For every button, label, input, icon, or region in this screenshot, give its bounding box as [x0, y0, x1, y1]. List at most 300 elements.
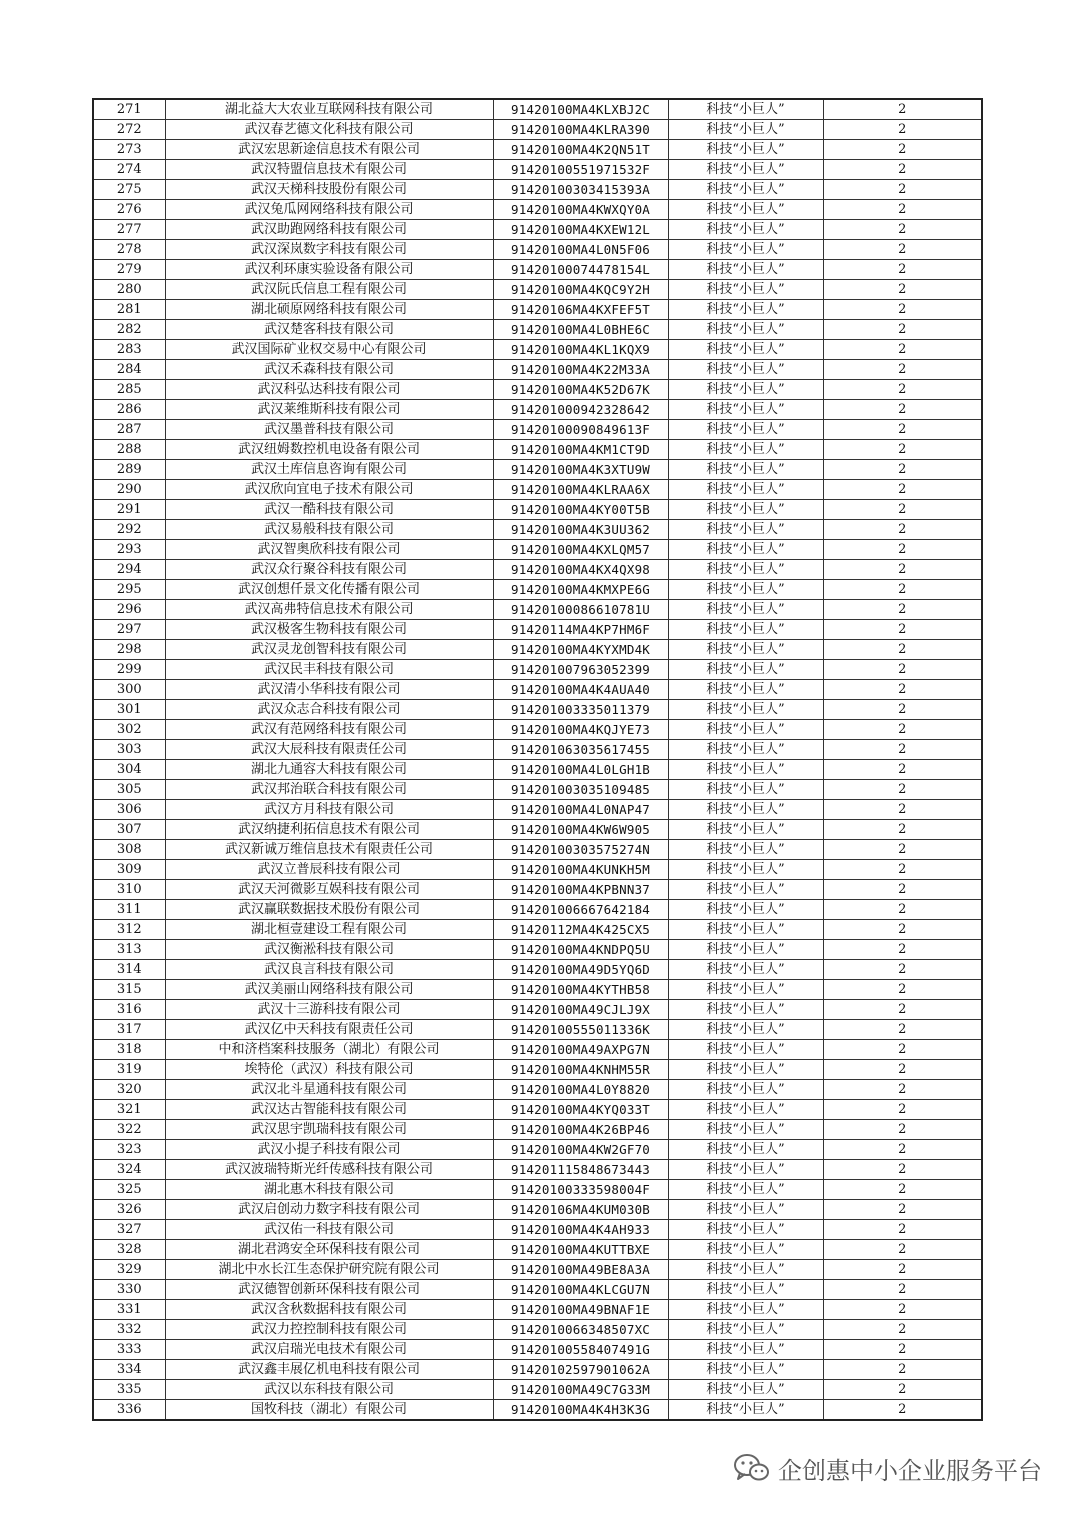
table-row: [93, 1020, 982, 1040]
category-cell: 科技“小巨人”: [668, 1200, 823, 1220]
table-row: [93, 1100, 982, 1120]
batch-cell: 2: [823, 640, 982, 660]
table-row: [93, 240, 982, 260]
company-name-cell: 武汉极客生物科技有限公司: [165, 620, 493, 640]
row-number-cell: 309: [93, 860, 165, 880]
credit-code-cell: 91420100MA4KNHM55R: [493, 1060, 668, 1080]
credit-code-cell: 91420100MA4KLXBJ2C: [493, 99, 668, 120]
table-row: [93, 800, 982, 820]
row-number-cell: 327: [93, 1220, 165, 1240]
batch-cell: 2: [823, 200, 982, 220]
category-cell: 科技“小巨人”: [668, 1280, 823, 1300]
batch-cell: 2: [823, 1380, 982, 1400]
row-number-cell: 289: [93, 460, 165, 480]
batch-cell: 2: [823, 140, 982, 160]
table-row: [93, 99, 982, 120]
company-name-cell: 武汉方月科技有限公司: [165, 800, 493, 820]
batch-cell: 2: [823, 340, 982, 360]
table-row: [93, 580, 982, 600]
category-cell: 科技“小巨人”: [668, 1260, 823, 1280]
credit-code-cell: 914201000942328642: [493, 400, 668, 420]
batch-cell: 2: [823, 1200, 982, 1220]
company-name-cell: 武汉北斗星通科技有限公司: [165, 1080, 493, 1100]
credit-code-cell: 91420106MA4KUM030B: [493, 1200, 668, 1220]
credit-code-cell: 91420100303575274N: [493, 840, 668, 860]
company-name-cell: 武汉启瑞光电技术有限公司: [165, 1340, 493, 1360]
category-cell: 科技“小巨人”: [668, 820, 823, 840]
table-row: [93, 1360, 982, 1380]
batch-cell: 2: [823, 940, 982, 960]
company-name-cell: 武汉佑一科技有限公司: [165, 1220, 493, 1240]
company-name-cell: 武汉纽姆数控机电设备有限公司: [165, 440, 493, 460]
row-number-cell: 305: [93, 780, 165, 800]
batch-cell: 2: [823, 740, 982, 760]
table-row: [93, 360, 982, 380]
company-name-cell: 武汉天河微影互娱科技有限公司: [165, 880, 493, 900]
row-number-cell: 304: [93, 760, 165, 780]
batch-cell: 2: [823, 1220, 982, 1240]
batch-cell: 2: [823, 1300, 982, 1320]
credit-code-cell: 91420100MA49BNAF1E: [493, 1300, 668, 1320]
category-cell: 科技“小巨人”: [668, 900, 823, 920]
batch-cell: 2: [823, 460, 982, 480]
category-cell: 科技“小巨人”: [668, 840, 823, 860]
batch-cell: 2: [823, 1400, 982, 1421]
row-number-cell: 331: [93, 1300, 165, 1320]
credit-code-cell: 91420100MA4KQC9Y2H: [493, 280, 668, 300]
company-name-cell: 武汉力控控制科技有限公司: [165, 1320, 493, 1340]
company-name-cell: 湖北中水长江生态保护研究院有限公司: [165, 1260, 493, 1280]
batch-cell: 2: [823, 1000, 982, 1020]
credit-code-cell: 914201006667642184: [493, 900, 668, 920]
category-cell: 科技“小巨人”: [668, 520, 823, 540]
table-row: [93, 1180, 982, 1200]
row-number-cell: 312: [93, 920, 165, 940]
credit-code-cell: 91420100MA4L0Y8820: [493, 1080, 668, 1100]
company-name-cell: 武汉土库信息咨询有限公司: [165, 460, 493, 480]
table-row: [93, 200, 982, 220]
credit-code-cell: 91420100MA4KNDPQ5U: [493, 940, 668, 960]
table-row: [93, 1240, 982, 1260]
table-row: [93, 320, 982, 340]
category-cell: 科技“小巨人”: [668, 640, 823, 660]
category-cell: 科技“小巨人”: [668, 580, 823, 600]
batch-cell: 2: [823, 960, 982, 980]
company-name-cell: 武汉清小华科技有限公司: [165, 680, 493, 700]
table-row: [93, 440, 982, 460]
table-row: [93, 460, 982, 480]
table-row: [93, 1280, 982, 1300]
table-row: [93, 300, 982, 320]
row-number-cell: 308: [93, 840, 165, 860]
company-name-cell: 武汉兔瓜网网络科技有限公司: [165, 200, 493, 220]
credit-code-cell: 91420100MA4KY00T5B: [493, 500, 668, 520]
row-number-cell: 300: [93, 680, 165, 700]
table-row: [93, 1220, 982, 1240]
category-cell: 科技“小巨人”: [668, 1300, 823, 1320]
batch-cell: 2: [823, 820, 982, 840]
table-row: [93, 1140, 982, 1160]
company-name-cell: 湖北硕原网络科技有限公司: [165, 300, 493, 320]
table-row: [93, 980, 982, 1000]
category-cell: 科技“小巨人”: [668, 180, 823, 200]
row-number-cell: 334: [93, 1360, 165, 1380]
credit-code-cell: 91420100MA4K4AH933: [493, 1220, 668, 1240]
table-row: [93, 1300, 982, 1320]
company-name-cell: 武汉莱维斯科技有限公司: [165, 400, 493, 420]
row-number-cell: 278: [93, 240, 165, 260]
row-number-cell: 314: [93, 960, 165, 980]
table-row: [93, 480, 982, 500]
company-name-cell: 武汉特盟信息技术有限公司: [165, 160, 493, 180]
category-cell: 科技“小巨人”: [668, 280, 823, 300]
company-name-cell: 武汉十三游科技有限公司: [165, 1000, 493, 1020]
batch-cell: 2: [823, 380, 982, 400]
batch-cell: 2: [823, 1020, 982, 1040]
company-name-cell: 武汉启创动力数字科技有限公司: [165, 1200, 493, 1220]
batch-cell: 2: [823, 440, 982, 460]
batch-cell: 2: [823, 1140, 982, 1160]
company-name-cell: 武汉创想仟景文化传播有限公司: [165, 580, 493, 600]
batch-cell: 2: [823, 860, 982, 880]
table-row: [93, 1160, 982, 1180]
category-cell: 科技“小巨人”: [668, 1080, 823, 1100]
batch-cell: 2: [823, 1260, 982, 1280]
credit-code-cell: 91420100074478154L: [493, 260, 668, 280]
category-cell: 科技“小巨人”: [668, 600, 823, 620]
category-cell: 科技“小巨人”: [668, 1040, 823, 1060]
category-cell: 科技“小巨人”: [668, 440, 823, 460]
credit-code-cell: 91420100MA4KM1CT9D: [493, 440, 668, 460]
category-cell: 科技“小巨人”: [668, 220, 823, 240]
row-number-cell: 302: [93, 720, 165, 740]
credit-code-cell: 91420100MA4KPBNN37: [493, 880, 668, 900]
table-row: [93, 960, 982, 980]
row-number-cell: 317: [93, 1020, 165, 1040]
category-cell: 科技“小巨人”: [668, 880, 823, 900]
company-name-cell: 武汉灵龙创智科技有限公司: [165, 640, 493, 660]
company-name-cell: 武汉小提子科技有限公司: [165, 1140, 493, 1160]
company-name-cell: 湖北九通容大科技有限公司: [165, 760, 493, 780]
category-cell: 科技“小巨人”: [668, 660, 823, 680]
credit-code-cell: 91420102597901062A: [493, 1360, 668, 1380]
credit-code-cell: 914201063035617455: [493, 740, 668, 760]
row-number-cell: 274: [93, 160, 165, 180]
credit-code-cell: 91420100MA49BE8A3A: [493, 1260, 668, 1280]
category-cell: 科技“小巨人”: [668, 1180, 823, 1200]
credit-code-cell: 91420100555011336K: [493, 1020, 668, 1040]
company-name-cell: 武汉天梯科技股份有限公司: [165, 180, 493, 200]
category-cell: 科技“小巨人”: [668, 740, 823, 760]
batch-cell: 2: [823, 540, 982, 560]
table-row: [93, 680, 982, 700]
category-cell: 科技“小巨人”: [668, 340, 823, 360]
category-cell: 科技“小巨人”: [668, 420, 823, 440]
company-name-cell: 武汉纳捷利拓信息技术有限公司: [165, 820, 493, 840]
category-cell: 科技“小巨人”: [668, 240, 823, 260]
row-number-cell: 316: [93, 1000, 165, 1020]
row-number-cell: 313: [93, 940, 165, 960]
category-cell: 科技“小巨人”: [668, 1220, 823, 1240]
credit-code-cell: 914201115848673443: [493, 1160, 668, 1180]
batch-cell: 2: [823, 1320, 982, 1340]
row-number-cell: 320: [93, 1080, 165, 1100]
company-name-cell: 武汉赢联数据技术股份有限公司: [165, 900, 493, 920]
row-number-cell: 299: [93, 660, 165, 680]
batch-cell: 2: [823, 1080, 982, 1100]
batch-cell: 2: [823, 180, 982, 200]
table-row: [93, 1400, 982, 1421]
company-name-cell: 武汉含秋数据科技有限公司: [165, 1300, 493, 1320]
table-row: [93, 760, 982, 780]
credit-code-cell: 91420100MA4KYTHB58: [493, 980, 668, 1000]
table-row: [93, 1080, 982, 1100]
row-number-cell: 283: [93, 340, 165, 360]
batch-cell: 2: [823, 500, 982, 520]
company-name-cell: 武汉新诚万维信息技术有限责任公司: [165, 840, 493, 860]
credit-code-cell: 91420100MA4KUTTBXE: [493, 1240, 668, 1260]
credit-code-cell: 91420100MA4L0NAP47: [493, 800, 668, 820]
batch-cell: 2: [823, 660, 982, 680]
credit-code-cell: 91420100MA4KL1KQX9: [493, 340, 668, 360]
row-number-cell: 319: [93, 1060, 165, 1080]
row-number-cell: 286: [93, 400, 165, 420]
row-number-cell: 280: [93, 280, 165, 300]
row-number-cell: 277: [93, 220, 165, 240]
credit-code-cell: 91420100MA4K3XTU9W: [493, 460, 668, 480]
row-number-cell: 311: [93, 900, 165, 920]
batch-cell: 2: [823, 1120, 982, 1140]
table-row: [93, 280, 982, 300]
row-number-cell: 315: [93, 980, 165, 1000]
batch-cell: 2: [823, 760, 982, 780]
credit-code-cell: 91420114MA4KP7HM6F: [493, 620, 668, 640]
row-number-cell: 290: [93, 480, 165, 500]
category-cell: 科技“小巨人”: [668, 540, 823, 560]
category-cell: 科技“小巨人”: [668, 160, 823, 180]
credit-code-cell: 91420100090849613F: [493, 420, 668, 440]
table-row: [93, 720, 982, 740]
credit-code-cell: 91420100MA4KX4QX98: [493, 560, 668, 580]
credit-code-cell: 91420100MA49AXPG7N: [493, 1040, 668, 1060]
table-row: [93, 1200, 982, 1220]
category-cell: 科技“小巨人”: [668, 380, 823, 400]
category-cell: 科技“小巨人”: [668, 960, 823, 980]
company-name-cell: 武汉众行聚谷科技有限公司: [165, 560, 493, 580]
category-cell: 科技“小巨人”: [668, 1240, 823, 1260]
batch-cell: 2: [823, 320, 982, 340]
watermark: [734, 1448, 1042, 1488]
credit-code-cell: 91420100MA4KUNKH5M: [493, 860, 668, 880]
credit-code-cell: 9142010066348507XC: [493, 1320, 668, 1340]
row-number-cell: 310: [93, 880, 165, 900]
company-name-cell: 武汉国际矿业权交易中心有限公司: [165, 340, 493, 360]
category-cell: 科技“小巨人”: [668, 1400, 823, 1421]
category-cell: 科技“小巨人”: [668, 320, 823, 340]
table-row: [93, 1380, 982, 1400]
credit-code-cell: 91420100086610781U: [493, 600, 668, 620]
row-number-cell: 326: [93, 1200, 165, 1220]
category-cell: 科技“小巨人”: [668, 480, 823, 500]
category-cell: 科技“小巨人”: [668, 700, 823, 720]
company-name-cell: 武汉宏思新途信息技术有限公司: [165, 140, 493, 160]
category-cell: 科技“小巨人”: [668, 1380, 823, 1400]
batch-cell: 2: [823, 620, 982, 640]
batch-cell: 2: [823, 480, 982, 500]
table-row: [93, 1040, 982, 1060]
company-name-cell: 湖北益大大农业互联网科技有限公司: [165, 99, 493, 120]
credit-code-cell: 91420100MA4K2QN51T: [493, 140, 668, 160]
category-cell: 科技“小巨人”: [668, 680, 823, 700]
batch-cell: 2: [823, 520, 982, 540]
credit-code-cell: 91420100558407491G: [493, 1340, 668, 1360]
company-name-cell: 湖北桓壹建设工程有限公司: [165, 920, 493, 940]
company-name-cell: 武汉利环康实验设备有限公司: [165, 260, 493, 280]
credit-code-cell: 91420100MA4L0N5F06: [493, 240, 668, 260]
credit-code-cell: 91420100MA4K26BP46: [493, 1120, 668, 1140]
batch-cell: 2: [823, 1240, 982, 1260]
table-row: [93, 640, 982, 660]
category-cell: 科技“小巨人”: [668, 800, 823, 820]
credit-code-cell: 91420100MA4L0LGH1B: [493, 760, 668, 780]
company-name-cell: 武汉良言科技有限公司: [165, 960, 493, 980]
category-cell: 科技“小巨人”: [668, 400, 823, 420]
company-name-cell: 国牧科技（湖北）有限公司: [165, 1400, 493, 1421]
table-row: [93, 860, 982, 880]
batch-cell: 2: [823, 220, 982, 240]
company-table: [92, 98, 983, 1421]
row-number-cell: 284: [93, 360, 165, 380]
category-cell: 科技“小巨人”: [668, 1000, 823, 1020]
credit-code-cell: 91420100MA4K4AUA40: [493, 680, 668, 700]
row-number-cell: 296: [93, 600, 165, 620]
batch-cell: 2: [823, 120, 982, 140]
company-name-cell: 武汉波瑞特斯光纤传感科技有限公司: [165, 1160, 493, 1180]
batch-cell: 2: [823, 1340, 982, 1360]
category-cell: 科技“小巨人”: [668, 1100, 823, 1120]
batch-cell: 2: [823, 260, 982, 280]
table-row: [93, 120, 982, 140]
credit-code-cell: 91420112MA4K425CX5: [493, 920, 668, 940]
credit-code-cell: 91420100MA4K22M33A: [493, 360, 668, 380]
batch-cell: 2: [823, 99, 982, 120]
row-number-cell: 301: [93, 700, 165, 720]
category-cell: 科技“小巨人”: [668, 720, 823, 740]
watermark-text: 企创惠中小企业服务平台: [778, 1456, 1042, 1485]
company-name-cell: 武汉衡淞科技有限公司: [165, 940, 493, 960]
credit-code-cell: 91420100MA4KLCGU7N: [493, 1280, 668, 1300]
batch-cell: 2: [823, 900, 982, 920]
category-cell: 科技“小巨人”: [668, 860, 823, 880]
category-cell: 科技“小巨人”: [668, 920, 823, 940]
table-row: [93, 160, 982, 180]
table-row: [93, 420, 982, 440]
credit-code-cell: 91420106MA4KXFEF5T: [493, 300, 668, 320]
company-name-cell: 武汉深岚数字科技有限公司: [165, 240, 493, 260]
company-name-cell: 武汉禾森科技有限公司: [165, 360, 493, 380]
company-name-cell: 武汉阮氏信息工程有限公司: [165, 280, 493, 300]
row-number-cell: 291: [93, 500, 165, 520]
company-name-cell: 武汉楚客科技有限公司: [165, 320, 493, 340]
batch-cell: 2: [823, 700, 982, 720]
category-cell: 科技“小巨人”: [668, 1060, 823, 1080]
category-cell: 科技“小巨人”: [668, 120, 823, 140]
row-number-cell: 332: [93, 1320, 165, 1340]
credit-code-cell: 91420100MA49C7G33M: [493, 1380, 668, 1400]
table-row: [93, 1260, 982, 1280]
batch-cell: 2: [823, 1060, 982, 1080]
table-row: [93, 560, 982, 580]
table-row: [93, 1340, 982, 1360]
row-number-cell: 293: [93, 540, 165, 560]
table-row: [93, 820, 982, 840]
row-number-cell: 285: [93, 380, 165, 400]
table-row: [93, 840, 982, 860]
batch-cell: 2: [823, 400, 982, 420]
table-row: [93, 520, 982, 540]
batch-cell: 2: [823, 880, 982, 900]
row-number-cell: 321: [93, 1100, 165, 1120]
table-row: [93, 180, 982, 200]
credit-code-cell: 91420100303415393A: [493, 180, 668, 200]
company-name-cell: 埃特伦（武汉）科技有限公司: [165, 1060, 493, 1080]
batch-cell: 2: [823, 720, 982, 740]
row-number-cell: 324: [93, 1160, 165, 1180]
company-name-cell: 武汉大辰科技有限责任公司: [165, 740, 493, 760]
category-cell: 科技“小巨人”: [668, 1360, 823, 1380]
company-name-cell: 武汉欣向宜电子技术有限公司: [165, 480, 493, 500]
credit-code-cell: 91420100MA4KXLQM57: [493, 540, 668, 560]
batch-cell: 2: [823, 360, 982, 380]
category-cell: 科技“小巨人”: [668, 1020, 823, 1040]
table-row: [93, 740, 982, 760]
batch-cell: 2: [823, 240, 982, 260]
row-number-cell: 307: [93, 820, 165, 840]
row-number-cell: 318: [93, 1040, 165, 1060]
batch-cell: 2: [823, 680, 982, 700]
company-name-cell: 武汉德智创新环保科技有限公司: [165, 1280, 493, 1300]
table-row: [93, 780, 982, 800]
batch-cell: 2: [823, 280, 982, 300]
company-name-cell: 武汉众志合科技有限公司: [165, 700, 493, 720]
credit-code-cell: 914201007963052399: [493, 660, 668, 680]
row-number-cell: 294: [93, 560, 165, 580]
company-list-sheet: [92, 98, 981, 1421]
category-cell: 科技“小巨人”: [668, 460, 823, 480]
company-name-cell: 武汉达古智能科技有限公司: [165, 1100, 493, 1120]
table-row: [93, 940, 982, 960]
credit-code-cell: 91420100MA4KW2GF70: [493, 1140, 668, 1160]
company-name-cell: 武汉立普辰科技有限公司: [165, 860, 493, 880]
row-number-cell: 298: [93, 640, 165, 660]
row-number-cell: 271: [93, 99, 165, 120]
table-row: [93, 660, 982, 680]
credit-code-cell: 914201003035109485: [493, 780, 668, 800]
company-name-cell: 武汉墨普科技有限公司: [165, 420, 493, 440]
credit-code-cell: 91420100MA4L0BHE6C: [493, 320, 668, 340]
company-name-cell: 武汉助跑网络科技有限公司: [165, 220, 493, 240]
row-number-cell: 303: [93, 740, 165, 760]
batch-cell: 2: [823, 980, 982, 1000]
row-number-cell: 297: [93, 620, 165, 640]
credit-code-cell: 91420100MA4K52D67K: [493, 380, 668, 400]
batch-cell: 2: [823, 1280, 982, 1300]
table-row: [93, 1060, 982, 1080]
batch-cell: 2: [823, 840, 982, 860]
table-row: [93, 1320, 982, 1340]
category-cell: 科技“小巨人”: [668, 500, 823, 520]
company-name-cell: 武汉智奥欣科技有限公司: [165, 540, 493, 560]
